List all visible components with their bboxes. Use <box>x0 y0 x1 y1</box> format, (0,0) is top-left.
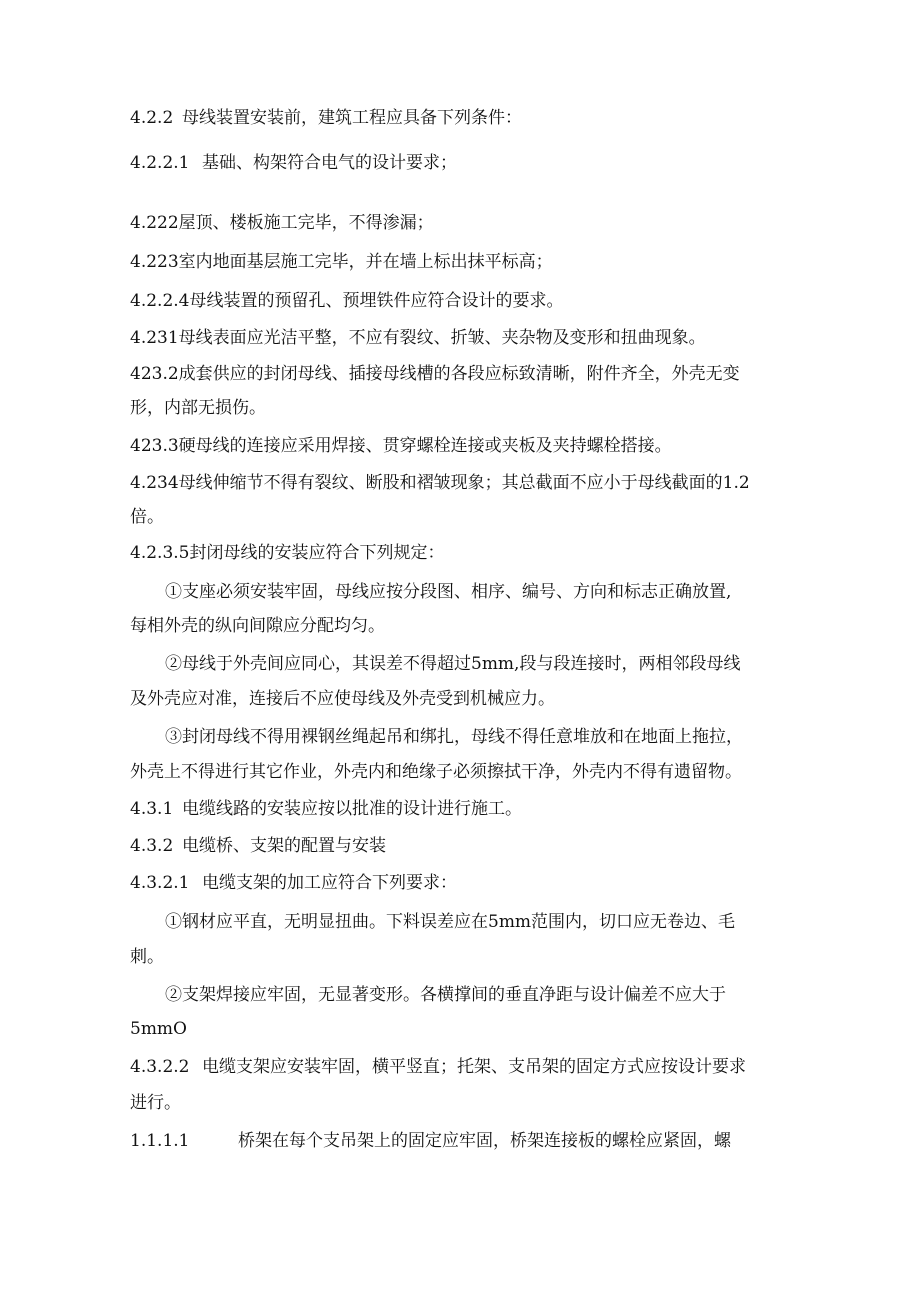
paragraph: 4.231母线表面应光洁平整，不应有裂纹、折皱、夹杂物及变形和扭曲现象。 <box>130 328 706 348</box>
clause-number: 4.3.2.2 <box>130 1057 190 1077</box>
paragraph-text: 电缆线路的安装应按以批准的设计进行施工。 <box>182 799 522 819</box>
list-item: ③封闭母线不得用裸钢丝绳起吊和绑扎，母线不得任意堆放和在地面上拖拉， <box>165 727 743 747</box>
paragraph <box>130 871 457 895</box>
paragraph <box>130 834 386 858</box>
list-item: ②母线于外壳间应同心，其误差不得超过5mm,段与段连接时，两相邻段母线 <box>165 654 741 674</box>
paragraph-continuation: 进行。 <box>130 1093 181 1113</box>
list-item-continuation: 每相外壳的纵向间隙应分配均匀。 <box>130 616 385 636</box>
paragraph <box>130 797 522 821</box>
clause-number: 4.2.2 <box>130 108 174 128</box>
list-item: ②支架焊接应牢固，无显著变形。各横撑间的垂直净距与设计偏差不应大于 <box>165 985 726 1005</box>
paragraph-continuation: 倍。 <box>130 507 164 527</box>
clause-number: 4.2.2.1 <box>130 153 190 173</box>
list-item-continuation: 外壳上不得进行其它作业，外壳内和绝缘子必须擦拭干净，外壳内不得有遗留物。 <box>130 762 742 782</box>
paragraph-text: 母线装置安装前，建筑工程应具备下列条件： <box>182 108 522 128</box>
paragraph-text: 基础、构架符合电气的设计要求； <box>202 153 457 173</box>
paragraph <box>130 1129 731 1153</box>
paragraph-text: 桥架在每个支吊架上的固定应牢固，桥架连接板的螺栓应紧固，螺 <box>238 1131 731 1151</box>
paragraph-text: 电缆支架应安装牢固，横平竖直；托架、支吊架的固定方式应按设计要求 <box>202 1057 746 1077</box>
paragraph: 4.2.3.5封闭母线的安装应符合下列规定： <box>130 543 445 563</box>
paragraph-text: 电缆桥、支架的配置与安装 <box>182 836 386 856</box>
paragraph-continuation: 形，内部无损伤。 <box>130 398 266 418</box>
paragraph-text: 电缆支架的加工应符合下列要求： <box>202 873 457 893</box>
list-item-continuation: 及外壳应对准，连接后不应使母线及外壳受到机械应力。 <box>130 689 555 709</box>
clause-number: 4.3.2 <box>130 836 174 856</box>
paragraph: 423.3硬母线的连接应采用焊接、贯穿螺栓连接或夹板及夹持螺栓搭接。 <box>130 436 672 456</box>
list-item-continuation: 5mmO <box>130 1019 187 1039</box>
paragraph <box>130 1055 746 1079</box>
list-item-continuation: 刺。 <box>130 947 164 967</box>
paragraph: 423.2成套供应的封闭母线、插接母线槽的各段应标致清晰，附件齐全，外壳无变 <box>130 364 740 384</box>
paragraph <box>130 151 457 175</box>
paragraph: 4.223室内地面基层施工完毕，并在墙上标出抹平标高； <box>130 252 553 272</box>
clause-number: 4.3.1 <box>130 799 174 819</box>
paragraph: 4.2.2.4母线装置的预留孔、预埋铁件应符合设计的要求。 <box>130 291 564 311</box>
list-item: ①支座必须安装牢固，母线应按分段图、相序、编号、方向和标志正确放置, <box>165 582 732 602</box>
paragraph <box>130 106 522 130</box>
paragraph: 4.234母线伸缩节不得有裂纹、断股和褶皱现象；其总截面不应小于母线截面的1.2 <box>130 473 750 493</box>
clause-number: 4.3.2.1 <box>130 873 190 893</box>
clause-number: 1.1.1.1 <box>130 1131 190 1151</box>
paragraph: 4.222屋顶、楼板施工完毕，不得渗漏； <box>130 213 434 233</box>
list-item: ①钢材应平直，无明显扭曲。下料误差应在5mm范围内，切口应无卷边、毛 <box>165 912 736 932</box>
